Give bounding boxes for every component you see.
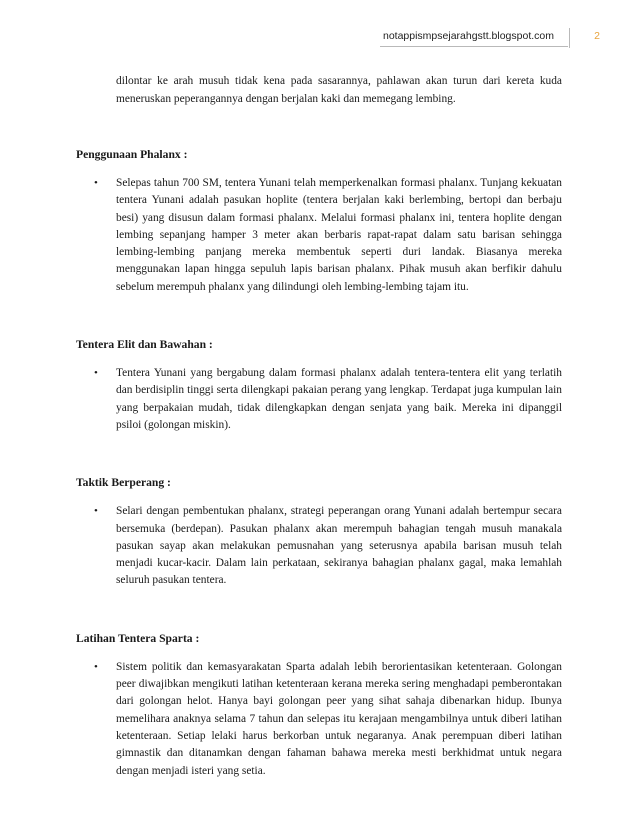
section-heading: Taktik Berperang : — [76, 476, 171, 490]
bullet-list — [76, 365, 562, 434]
bullet-icon: • — [94, 505, 98, 518]
section-heading: Latihan Tentera Sparta : — [76, 631, 200, 645]
section-penggunaan-phalanx — [76, 148, 562, 296]
bullet-list — [76, 503, 562, 589]
bullet-text: Sistem politik dan kemasyarakatan Sparta adalah lebih berorientasikan ketenteraan. Golongan peer diwajibkan mengikuti latihan ketenteraan kerana mereka sering menghadapi pemberontakan dari golongan helot. Hanya bayi golongan peer yang sihat sahaja dibenarkan hidup. Ibunya memelihara anaknya selama 7 tahun dan selepas itu kerajaan mengambilnya untuk diberi latihan ketenteraan. Setiap lelaki harus berkorban untuk negaranya. Anak perempuan diberi latihan gimnastik dan ditanamkan dengan fahaman bahawa mereka mesti berkhidmat untuk negara dengan menjadi isteri yang setia. — [116, 660, 562, 777]
list-item — [76, 175, 562, 296]
intro-paragraph: dilontar ke arah musuh tidak kena pada sasarannya, pahlawan akan turun dari kereta kuda meneruskan peperangannya dengan berjalan kaki dan memegang lembing. — [116, 75, 562, 105]
list-item — [76, 365, 562, 434]
bullet-text: Selepas tahun 700 SM, tentera Yunani telah memperkenalkan formasi phalanx. Tunjang kekuatan tentera Yunani adalah pasukan hoplite (tentera berjalan kaki berlembing, bertopi dan berbaju besi) yang disusun dalam formasi phalanx. Melalui formasi phalanx ini, tentera hoplite dengan lembing sepanjang hamper 3 meter akan berbaris rapat-rapat dalam satu barisan sehingga lembing-lembing panjang mereka membentuk seperti duri landak. Biasanya mereka menggunakan lapan hingga sepuluh lapis barisan phalanx. Pihak musuh akan berfikir dahulu sebelum merempuh phalanx yang dilindungi oleh lembing-lembing tajam itu. — [116, 177, 562, 293]
section-heading: Penggunaan Phalanx : — [76, 148, 188, 161]
list-item — [76, 659, 562, 780]
section-taktik-berperang — [76, 476, 562, 589]
header-separator — [569, 28, 570, 48]
blog-url: notappismpsejarahgstt.blogspot.com — [382, 30, 554, 42]
section-heading: Tentera Elit dan Bawahan : — [76, 338, 213, 352]
list-item — [76, 503, 562, 589]
bullet-icon: • — [94, 660, 98, 673]
bullet-icon: • — [94, 367, 98, 380]
bullet-text: Selari dengan pembentukan phalanx, strategi peperangan orang Yunani adalah bertempur secara bersemuka (berdepan). Pasukan phalanx akan merempuh bahagian tengah musuh manakala pasukan sayap akan melakukan pemusnahan yang seterusnya apabila barisan musuh telah menjadi kucar-kacir. Dalam lain perkataan, sekiranya bahagian phalanx gagal, maka lemahlah seluruh pasukan tentera. — [116, 505, 562, 587]
bullet-list — [76, 659, 562, 780]
header-divider — [380, 46, 568, 47]
document-body — [76, 72, 562, 780]
section-tentera-elit — [76, 338, 562, 434]
page-header — [0, 28, 638, 48]
bullet-list — [76, 175, 562, 296]
bullet-text: Tentera Yunani yang bergabung dalam formasi phalanx adalah tentera-tentera elit yang terlatih dan berdisiplin tinggi serta dilengkapi pakaian perang yang lengkap. Terdapat juga kumpulan lain yang berpakaian mudah, tidak dilengkapkan dengan senjata yang baik. Mereka ini dipanggil psiloi (golongan miskin). — [116, 367, 562, 431]
section-latihan-tentera-sparta — [76, 632, 562, 780]
page-number: 2 — [594, 30, 600, 42]
bullet-icon: • — [94, 177, 98, 189]
